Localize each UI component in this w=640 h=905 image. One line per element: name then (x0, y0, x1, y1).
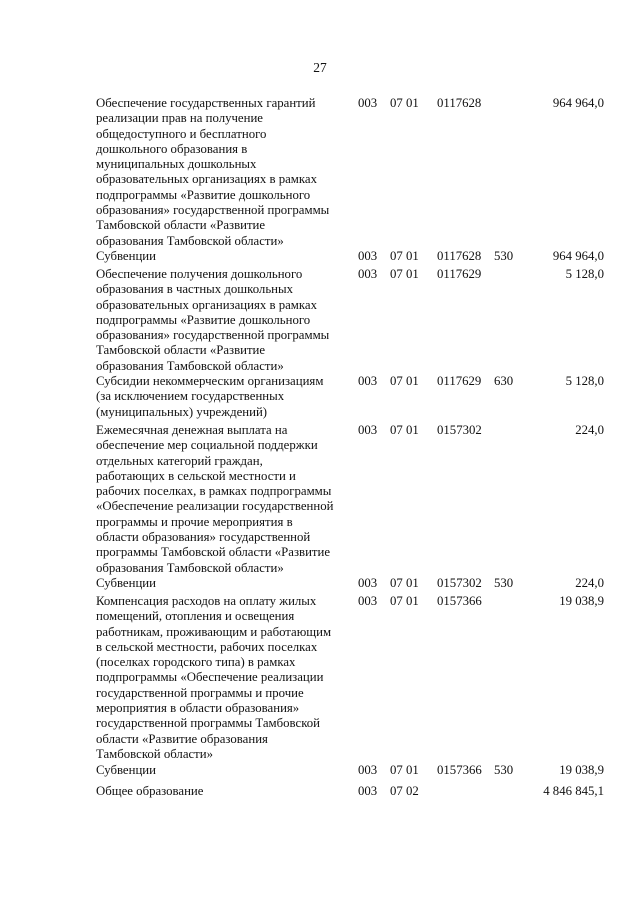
amount: 19 038,9 (559, 763, 604, 777)
ministry-code: 003 (358, 594, 378, 608)
amount: 5 128,0 (565, 374, 604, 388)
ministry-code: 003 (358, 763, 378, 777)
section-code: 07 01 (390, 267, 419, 281)
row-description: Обеспечение государственных гарантий реализации прав на получение общедоступного и бесплатного дошкольного образования в муниципальных дошкольных образовательных организациях в рамках подпрограммы «Развитие дошкольного образования» государственной программы Тамбовской области «Развитие образования Тамбовской области» (96, 96, 330, 248)
target-code: 0157366 (437, 763, 482, 777)
target-code: 0117629 (437, 267, 482, 281)
amount: 4 846 845,1 (543, 784, 604, 798)
expense-type-code: 530 (494, 249, 514, 263)
ministry-code: 003 (358, 96, 378, 110)
section-code: 07 01 (390, 423, 419, 437)
expense-type-code: 630 (494, 374, 514, 388)
amount: 224,0 (575, 423, 604, 437)
row-description: Обеспечение получения дошкольного образования в частных дошкольных образовательных организациях в рамках подпрограммы «Развитие дошкольного образования» государственной программы Тамбовской области «Развитие образования Тамбовской области» (96, 267, 330, 373)
ministry-code: 003 (358, 374, 378, 388)
target-code: 0157366 (437, 594, 482, 608)
row-description: Компенсация расходов на оплату жилых помещений, отопления и освещения работникам, проживающим и работающим в сельской местности, рабочих поселках (поселках городского типа) в рамках подпрограммы «Обеспечение реализации государственной программы и прочие мероприятия в области образования» государственной программы Тамбовской области «Развитие образования Тамбовской области» (96, 594, 332, 761)
row-description: Ежемесячная денежная выплата на обеспечение мер социальной поддержки отдельных категорий граждан, работающих в сельской местности и рабочих поселках, в рамках подпрограммы «Обеспечение реализации государственной программы и прочие мероприятия в области образования» государственной программы Тамбовской области «Развитие образования Тамбовской области» (96, 423, 334, 575)
amount: 19 038,9 (559, 594, 604, 608)
row-description: Субсидии некоммерческим организациям (за исключением государственных (муниципальных) учреждений) (96, 374, 324, 419)
amount: 224,0 (575, 576, 604, 590)
row-description: Субвенции (96, 763, 156, 777)
target-code: 0157302 (437, 576, 482, 590)
expense-type-code: 530 (494, 576, 514, 590)
amount: 964 964,0 (552, 249, 604, 263)
ministry-code: 003 (358, 249, 378, 263)
section-code: 07 01 (390, 249, 419, 263)
section-code: 07 02 (390, 784, 419, 798)
ministry-code: 003 (358, 267, 378, 281)
amount: 964 964,0 (552, 96, 604, 110)
ministry-code: 003 (358, 784, 378, 798)
ministry-code: 003 (358, 423, 378, 437)
section-code: 07 01 (390, 594, 419, 608)
target-code: 0117628 (437, 96, 482, 110)
target-code: 0157302 (437, 423, 482, 437)
row-description: Субвенции (96, 576, 156, 590)
target-code: 0117628 (437, 249, 482, 263)
section-code: 07 01 (390, 763, 419, 777)
section-code: 07 01 (390, 576, 419, 590)
expense-type-code: 530 (494, 763, 514, 777)
amount: 5 128,0 (565, 267, 604, 281)
ministry-code: 003 (358, 576, 378, 590)
row-description: Субвенции (96, 249, 156, 263)
page-number: 27 (313, 60, 327, 75)
section-code: 07 01 (390, 374, 419, 388)
target-code: 0117629 (437, 374, 482, 388)
row-description: Общее образование (96, 784, 204, 798)
section-code: 07 01 (390, 96, 419, 110)
